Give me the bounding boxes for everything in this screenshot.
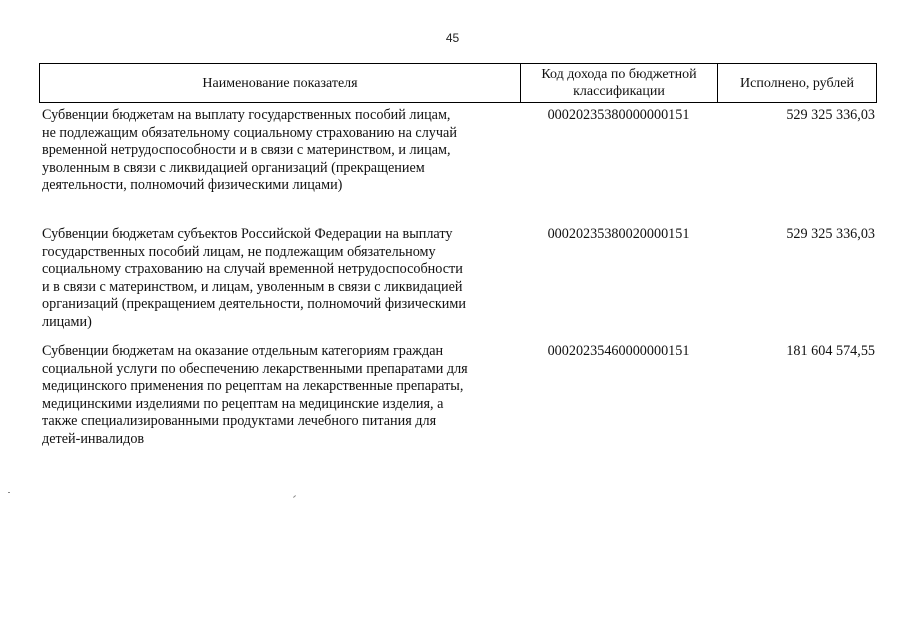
table-header [39, 63, 877, 103]
header-amount: Исполнено, рублей [740, 75, 854, 91]
page-number: 45 [445, 31, 460, 45]
row-code: 00020235380000000151 [547, 107, 690, 123]
scan-speck [293, 495, 296, 498]
header-name: Наименование показателя [40, 64, 521, 102]
row-name [42, 343, 520, 449]
row-amount: 529 325 336,03 [786, 107, 875, 123]
row-name-line: временной нетрудоспособности и в связи с материнством, и лицам, [42, 142, 451, 159]
row-name-line: социальному страхованию на случай временной нетрудоспособности [42, 261, 463, 278]
row-name-line: социальной услуги по обеспечению лекарственными препаратами для [42, 360, 468, 377]
row-name-line: медицинского применения по рецептам на лекарственные препараты, [42, 378, 464, 395]
row-name-line: не подлежащим обязательному социальному страхованию на случай [42, 124, 457, 141]
row-code: 00020235380020000151 [547, 226, 690, 242]
row-name-line: деятельности, полномочий физическими лицами) [42, 177, 343, 194]
header-code: Код дохода по бюджетной классификации [521, 64, 718, 102]
row-name-line: и в связи с материнством, и лицам, уволенным в связи с ликвидацией [42, 278, 463, 295]
row-name-line: медицинскими изделиями по рецептам на медицинские изделия, а [42, 395, 444, 412]
row-name-line: уволенным в связи с ликвидацией организаций (прекращением [42, 159, 425, 176]
row-name-line: также специализированными продуктами лечебного питания для [42, 413, 437, 430]
row-name-line: Субвенции бюджетам на оказание отдельным категориям граждан [42, 343, 444, 359]
row-amount: 181 604 574,55 [786, 343, 875, 359]
row-name-line: государственных пособий лицам, не подлежащим обязательному [42, 243, 436, 260]
row-amount: 529 325 336,03 [786, 226, 875, 242]
row-name-line: детей-инвалидов [42, 430, 145, 447]
row-name-line: лицами) [42, 313, 92, 330]
row-name [42, 226, 520, 332]
row-name-line: Субвенции бюджетам субъектов Российской Федерации на выплату [42, 226, 453, 242]
row-name [42, 107, 520, 195]
row-name-line: Субвенции бюджетам на выплату государственных пособий лицам, [42, 107, 451, 123]
row-name-line: организаций (прекращением деятельности, полномочий физическими [42, 296, 466, 313]
scan-speck [8, 492, 10, 493]
row-code: 00020235460000000151 [547, 343, 690, 359]
